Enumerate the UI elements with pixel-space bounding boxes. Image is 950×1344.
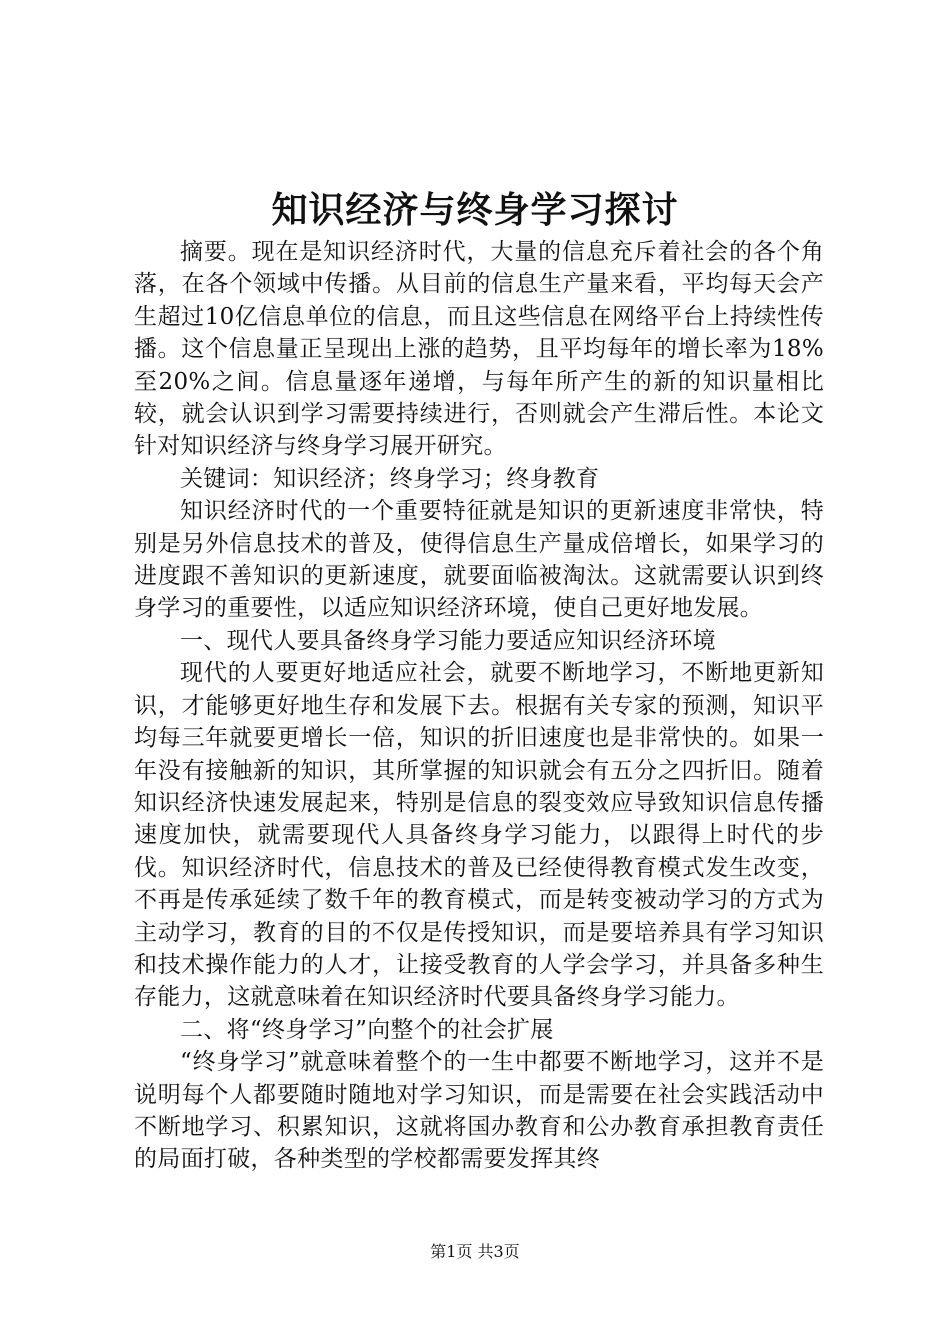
section-2-paragraph: “终身学习”就意味着整个的一生中都要不断地学习，这并不是说明每个人都要随时随地对学习知识，而是需要在社会实践活动中不断地学习、积累知识，这就将国办教育和公办教育承担教育责任的局面打破，各种类型的学校都需要发挥其终 (134, 1049, 824, 1173)
keywords-paragraph: 关键词：知识经济；终身学习；终身教育 (180, 465, 600, 492)
section-heading-1: 一、现代人要具备终身学习能力要适应知识经济环境 (180, 627, 716, 654)
section-1-paragraph: 现代的人要更好地适应社会，就要不断地学习，不断地更新知识，才能够更好地生存和发展下去。根据有关专家的预测，知识平均每三年就要更增长一倍，知识的折旧速度也是非常快的。如果一年没有接触新的知识，其所掌握的知识就会有五分之四折旧。随着知识经济快速发展起来，特别是信息的裂变效应导致知识信息传播速度加快，就需要现代人具备终身学习能力，以跟得上时代的步伐。知识经济时代，信息技术的普及已经使得教育模式发生改变，不再是传承延续了数千年的教育模式，而是转变被动学习的方式为主动学习，教育的目的不仅是传授知识，而是要培养具有学习知识和技术操作能力的人才，让接受教育的人学会学习，并具备多种生存能力，这就意味着在知识经济时代要具备终身学习能力。 (134, 660, 824, 1011)
section-heading-2: 二、将“终身学习”向整个的社会扩展 (180, 1016, 554, 1043)
document-title: 知识经济与终身学习探讨 (271, 189, 679, 231)
page-number-footer: 第1页 共3页 (430, 1242, 520, 1261)
intro-paragraph: 知识经济时代的一个重要特征就是知识的更新速度非常快，特别是另外信息技术的普及，使得信息生产量成倍增长，如果学习的进度跟不善知识的更新速度，就要面临被淘汰。这就需要认识到终身学习的重要性，以适应知识经济环境，使自己更好地发展。 (134, 498, 824, 622)
abstract-paragraph: 摘要。现在是知识经济时代，大量的信息充斥着社会的各个角落，在各个领域中传播。从目前的信息生产量来看，平均每天会产生超过10亿信息单位的信息，而且这些信息在网络平台上持续性传播。这个信息量正呈现出上涨的趋势，且平均每年的增长率为18%至20%之间。信息量逐年递增，与每年所产生的新的知识量相比较，就会认识到学习需要持续进行，否则就会产生滞后性。本论文针对知识经济与终身学习展开研究。 (134, 239, 824, 460)
document-body (134, 236, 824, 1176)
